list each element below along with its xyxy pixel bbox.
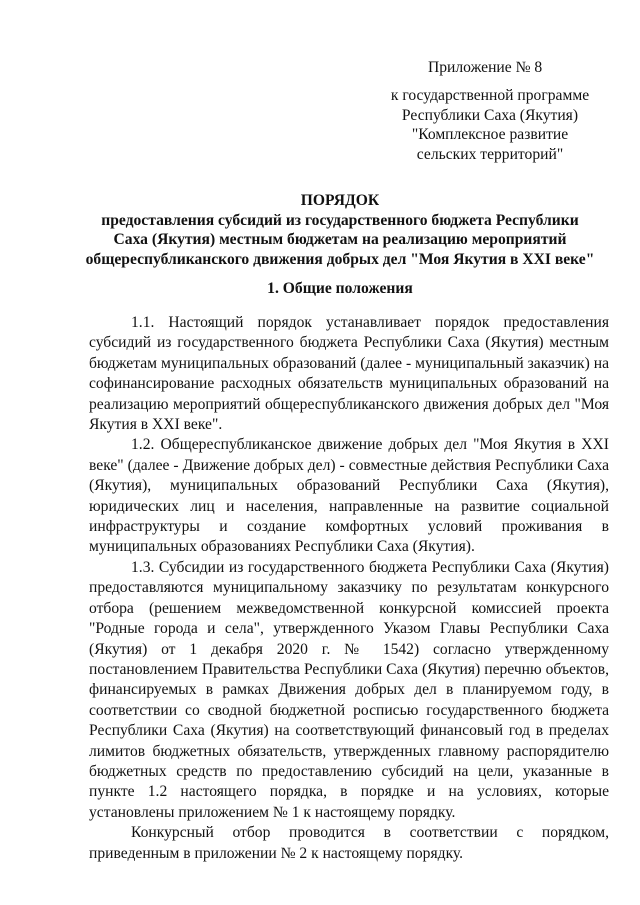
section-title: 1. Общие положения — [267, 280, 413, 297]
document-title — [70, 191, 610, 269]
paragraph-1-1: 1.1. Настоящий порядок устанавливает порядок предоставления субсидий из государственного бюджета Республики Саха (Якутия) местным бюджетам муниципальных образований (далее - муниципальный заказчик) на софинансирование расходных обязательств муниципальных образований на реализацию мероприятий общереспубликанского движения добрых дел "Моя Якутия в XXI веке". — [89, 314, 609, 434]
appendix-line: к государственной программе — [390, 87, 590, 104]
paragraph-competition: Конкурсный отбор проводится в соответствии с порядком, приведенным в приложении № 2 к настоящему порядку. — [89, 824, 609, 862]
paragraph-1-3: 1.3. Субсидии из государственного бюджета Республики Саха (Якутия) предоставляются муниципальному заказчику по результатам конкурсного отбора (решением межведомственной конкурсной комиссией проекта "Родные города и села", утвержденного Указом Главы Республики Саха (Якутия) от 1 декабря 2020 г. № 1542) согласно утвержденному постановлением Правительства Республики Саха (Якутия) перечню объектов, финансируемых в рамках Движения добрых дел в планируемом году, в соответствии со сводной бюджетной росписью государственного бюджета Республики Саха (Якутия) на соответствующий финансовый год в пределах лимитов бюджетных обязательств, утвержденных главному распорядителю бюджетных средств по предоставлению субсидий на цели, указанные в пункте 1.2 настоящего порядка, в порядке и на условиях, которые установлены приложением № 1 к настоящему порядку. — [89, 558, 609, 821]
appendix-line: "Комплексное развитие — [411, 126, 569, 143]
title-line: Саха (Якутия) местным бюджетам на реализацию мероприятий — [113, 231, 567, 248]
appendix-line: сельских территорий" — [416, 145, 564, 163]
title-line: предоставления субсидий из государственного бюджета Республики — [101, 211, 579, 229]
paragraph-1-2: 1.2. Общереспубликанское движение добрых дел "Моя Якутия в XXI веке" (далее - Движение добрых дел) - совместные действия Республики Саха (Якутия), муниципальных образований Республики Саха (Якутия), юридических лиц и населения, направленные на развитие социальной инфраструктуры и создание комфортных условий проживания в муниципальных образованиях Республики Саха (Якутия). — [89, 436, 609, 556]
document-body — [89, 313, 609, 864]
appendix-line: Республики Саха (Якутия) — [401, 106, 579, 124]
appendix-reference — [370, 86, 610, 164]
title-line: общереспубликанского движения добрых дел "Моя Якутия в XXI веке" — [85, 250, 595, 268]
appendix-number: Приложение № 8 — [428, 59, 543, 76]
title-heading: ПОРЯДОК — [300, 192, 380, 209]
